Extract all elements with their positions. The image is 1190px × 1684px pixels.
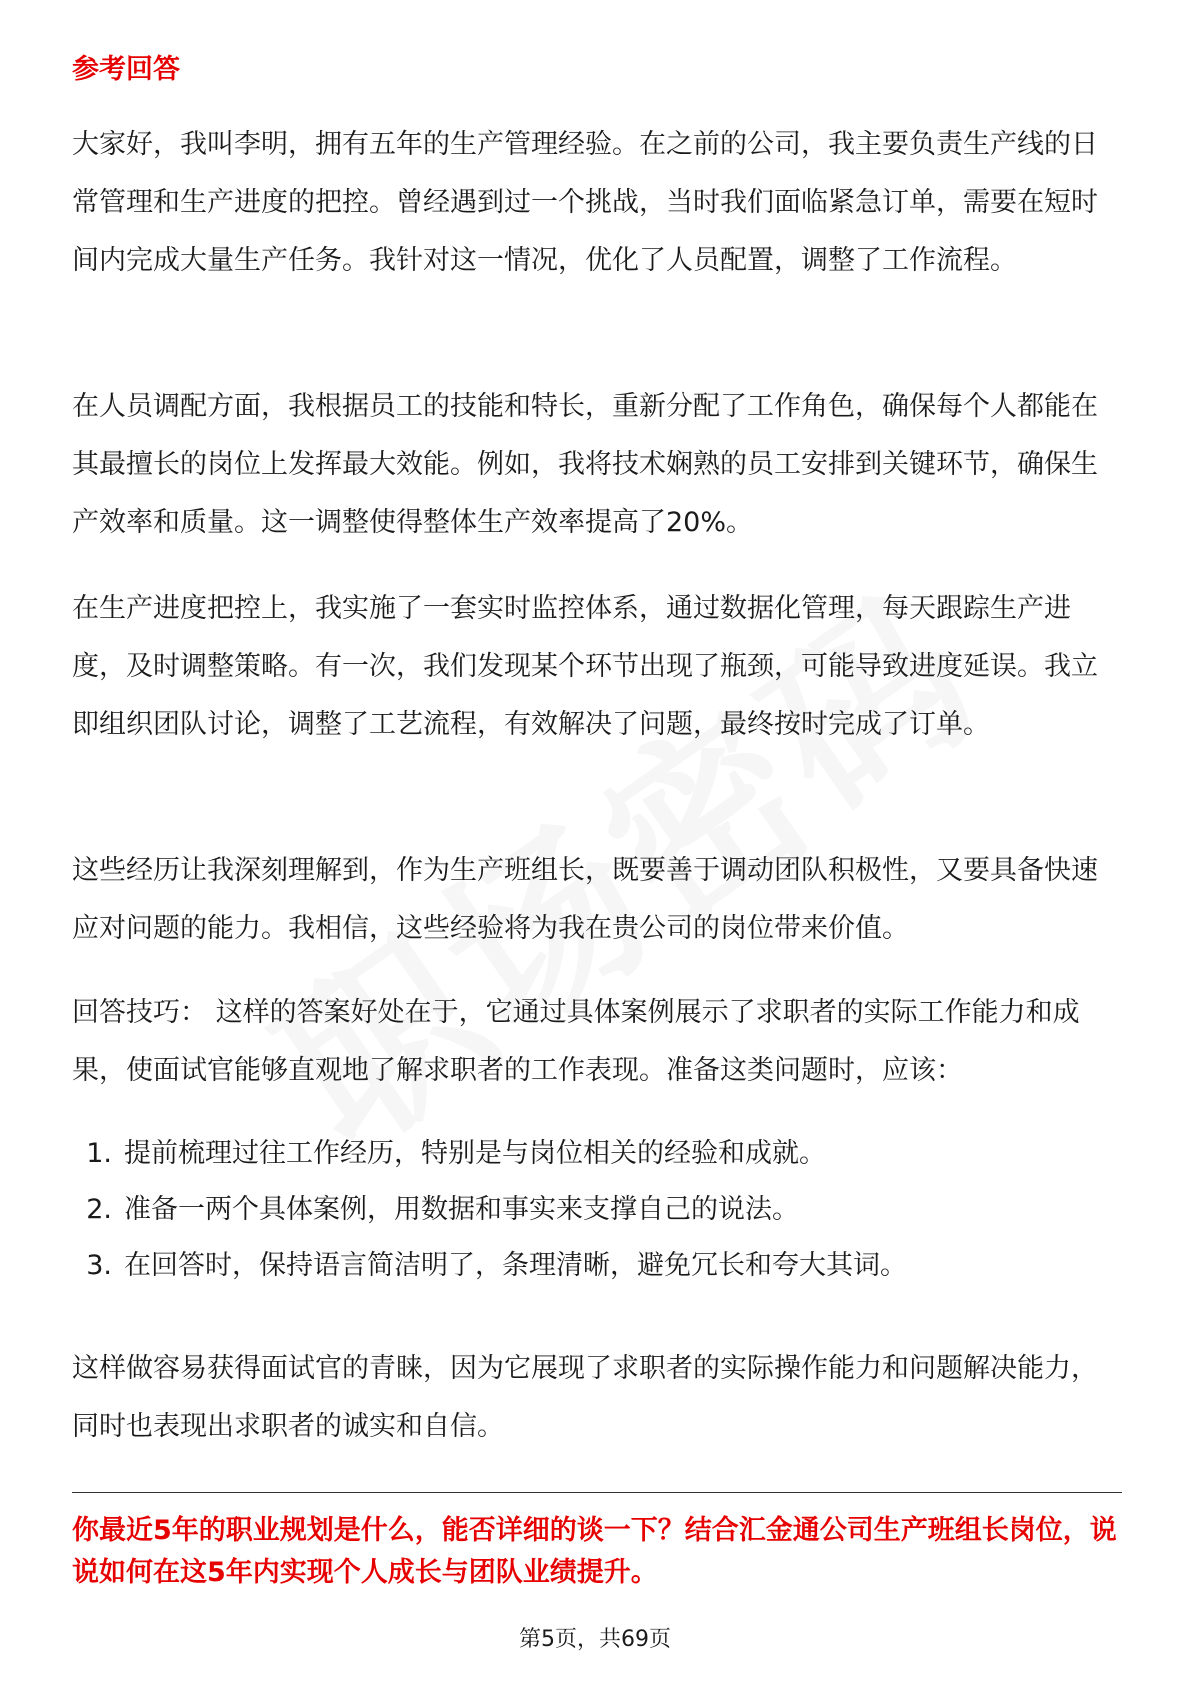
tips-intro: 回答技巧： 这样的答案好处在于，它通过具体案例展示了求职者的实际工作能力和成果，使面试官能够直观地了解求职者的工作表现。准备这类问题时，应该： <box>72 997 1080 1086</box>
answer-paragraph-1: 大家好，我叫李明，拥有五年的生产管理经验。在之前的公司，我主要负责生产线的日常管理和生产进度的把控。曾经遇到过一个挑战，当时我们面临紧急订单，需要在短时间内完成大量生产任务。我针对这一情况，优化了人员配置，调整了工作流程。 <box>72 129 1098 276</box>
list-item-text: 在回答时，保持语言简洁明了，条理清晰，避免冗长和夸大其词。 <box>124 1250 907 1281</box>
answer-paragraph-3: 在生产进度把控上，我实施了一套实时监控体系，通过数据化管理，每天跟踪生产进度，及时调整策略。有一次，我们发现某个环节出现了瓶颈，可能导致进度延误。我立即组织团队讨论，调整了工艺流程，有效解决了问题，最终按时完成了订单。 <box>72 593 1098 740</box>
section-divider <box>72 1492 1122 1493</box>
next-question: 你最近5年的职业规划是什么，能否详细的谈一下？结合汇金通公司生产班组长岗位，说说如何在这5年内实现个人成长与团队业绩提升。 <box>72 1515 1117 1588</box>
list-item-number: 3. <box>86 1250 112 1281</box>
page-footer: 第5页，共69页 <box>519 1627 671 1652</box>
list-item <box>72 1126 1122 1182</box>
list-item <box>72 1238 1122 1294</box>
list-item-text: 提前梳理过往工作经历，特别是与岗位相关的经验和成就。 <box>124 1138 826 1169</box>
answer-paragraph-4: 这些经历让我深刻理解到，作为生产班组长，既要善于调动团队积极性，又要具备快速应对问题的能力。我相信，这些经验将为我在贵公司的岗位带来价值。 <box>72 855 1098 944</box>
list-item-number: 1. <box>86 1138 112 1169</box>
list-item-text: 准备一两个具体案例，用数据和事实来支撑自己的说法。 <box>124 1194 799 1225</box>
tips-list <box>72 1126 1122 1294</box>
tips-conclusion: 这样做容易获得面试官的青睐，因为它展现了求职者的实际操作能力和问题解决能力，同时也表现出求职者的诚实和自信。 <box>72 1353 1098 1442</box>
answer-paragraph-2: 在人员调配方面，我根据员工的技能和特长，重新分配了工作角色，确保每个人都能在其最擅长的岗位上发挥最大效能。例如，我将技术娴熟的员工安排到关键环节，确保生产效率和质量。这一调整使得整体生产效率提高了20%。 <box>72 391 1098 538</box>
list-item <box>72 1182 1122 1238</box>
list-item-number: 2. <box>86 1194 112 1225</box>
section-heading: 参考回答 <box>72 54 180 85</box>
